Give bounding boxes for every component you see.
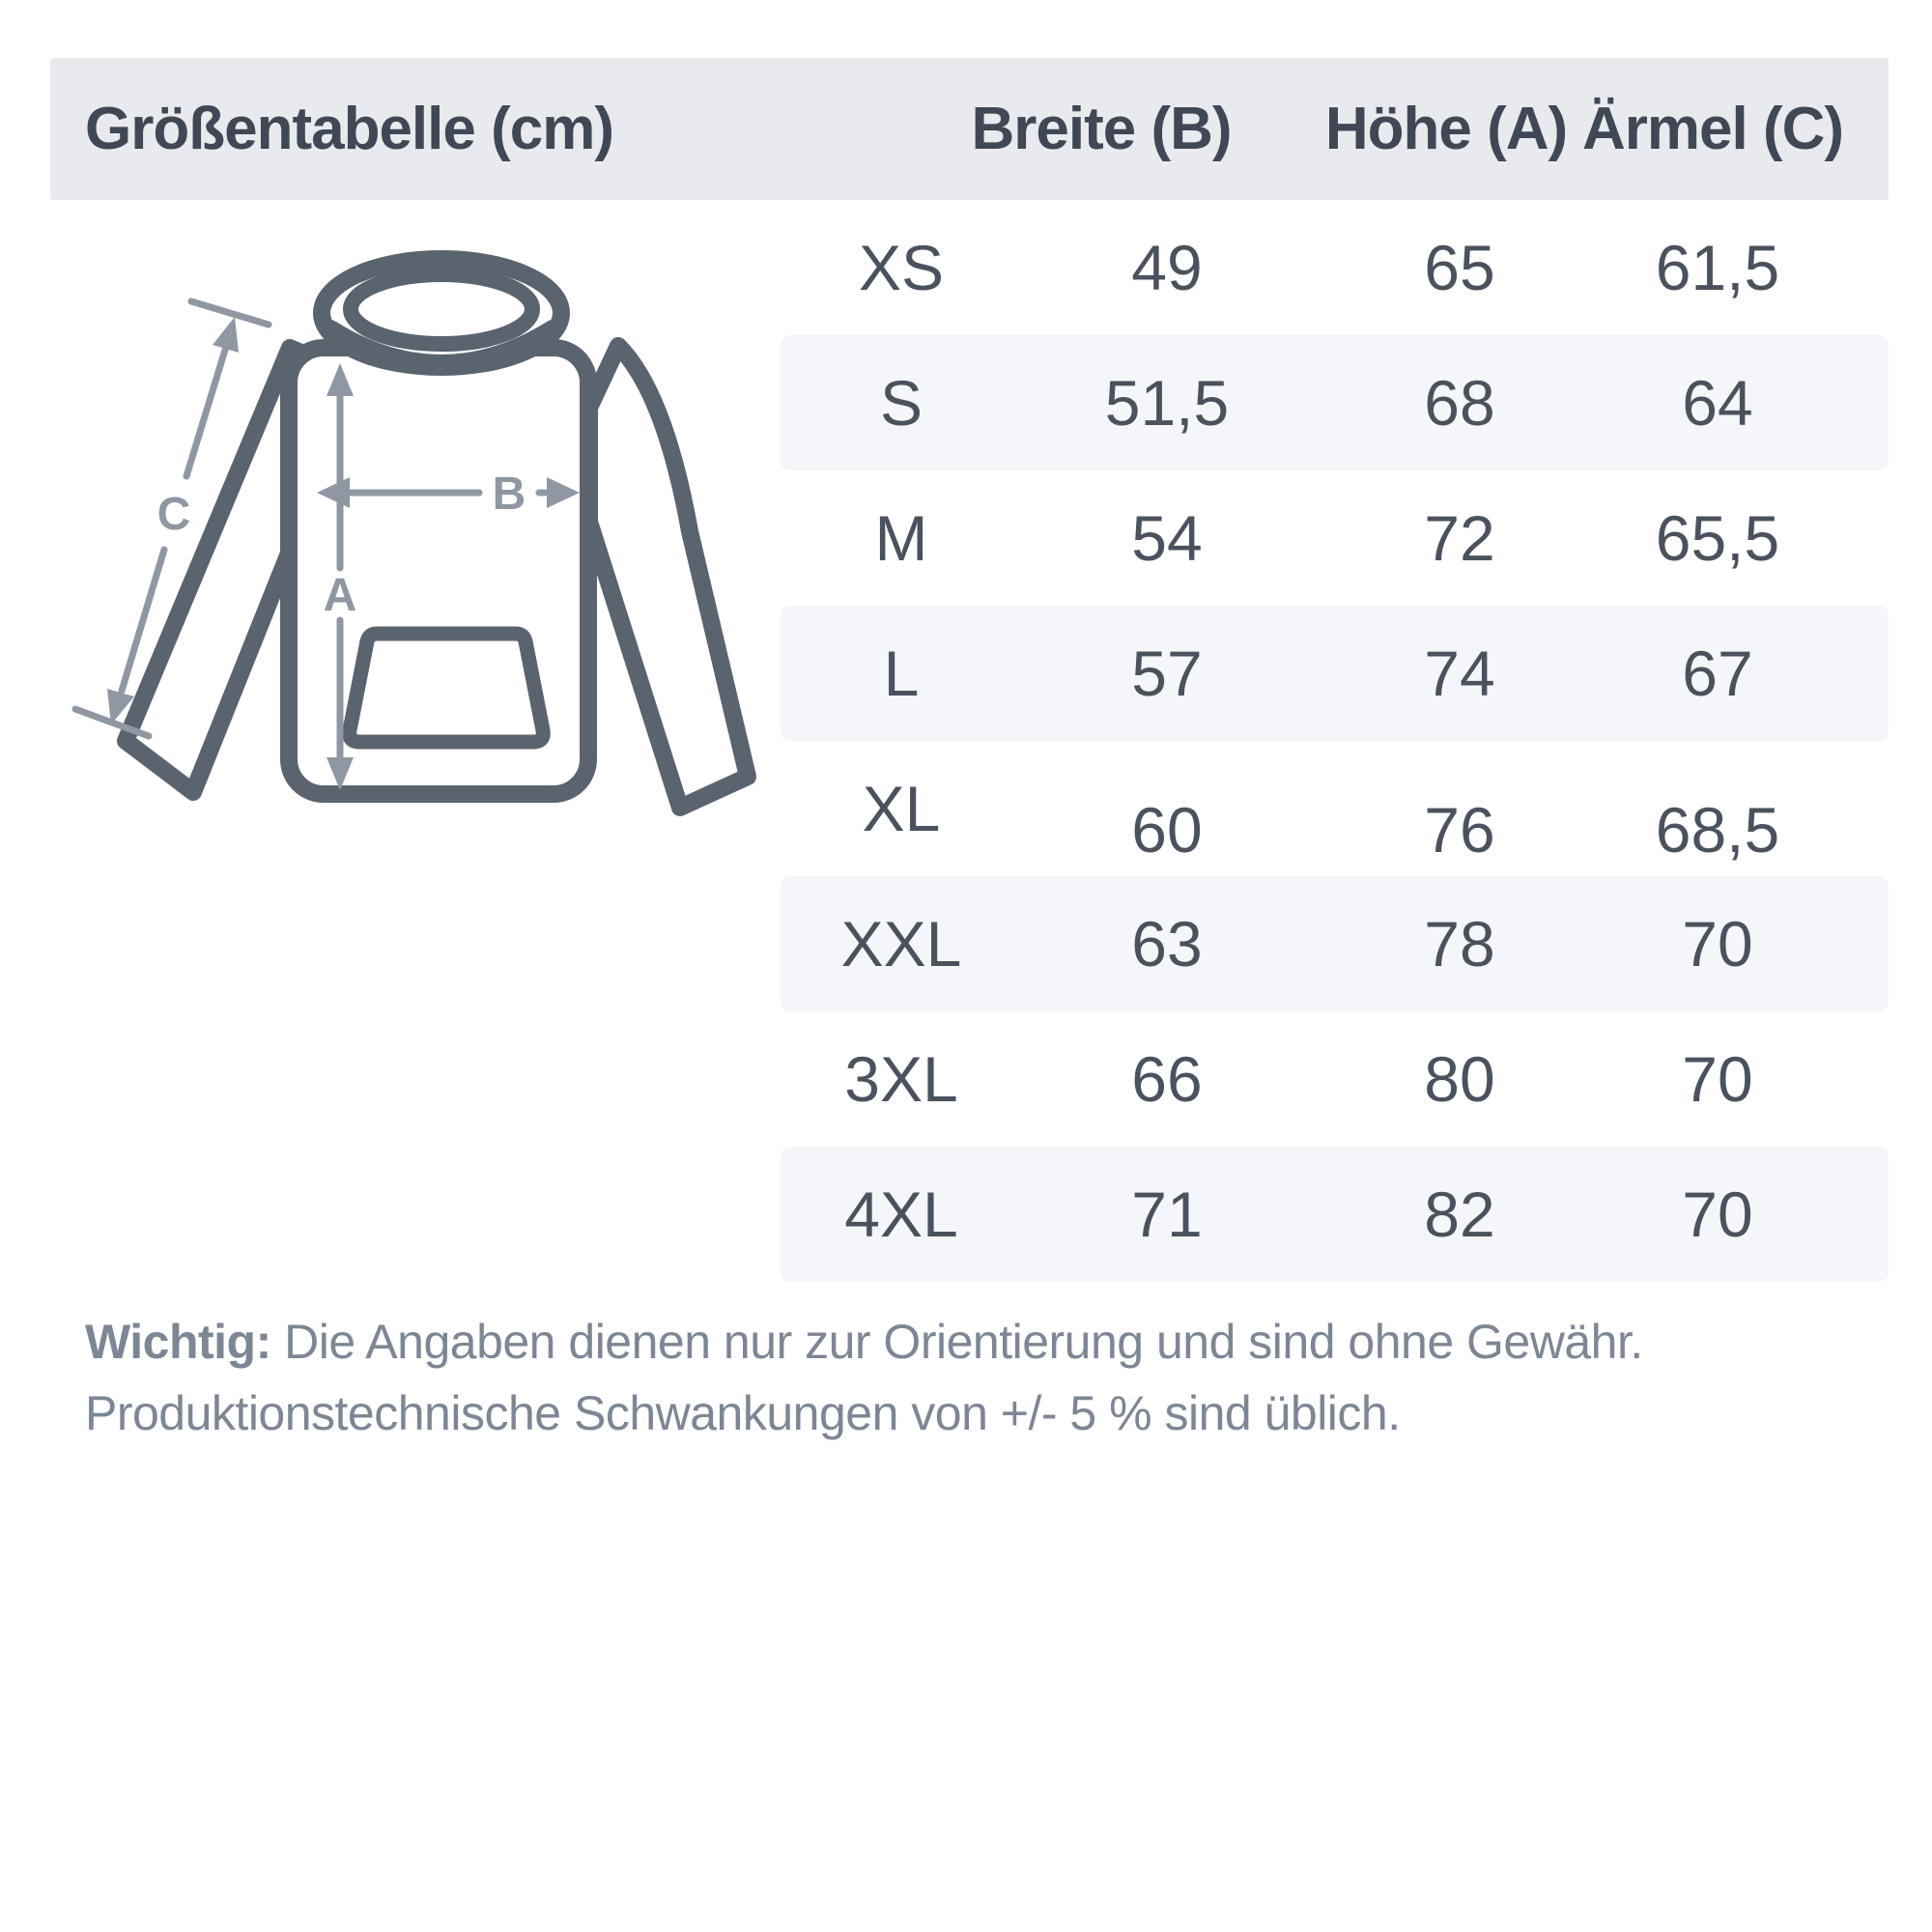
value-cell: 61,5 bbox=[1655, 232, 1780, 303]
value-cell: 60 bbox=[1131, 794, 1203, 866]
note-line-1-text: Die Angaben dienen nur zur Orientierung und sind ohne Gewähr. bbox=[284, 1315, 1643, 1369]
arrowhead-c-up bbox=[213, 317, 239, 353]
value-cell: 72 bbox=[1424, 502, 1495, 574]
size-label: S bbox=[879, 367, 923, 439]
table-row bbox=[781, 741, 1889, 876]
size-table-body bbox=[781, 200, 1889, 1282]
table-row bbox=[781, 335, 1889, 470]
value-cell: 67 bbox=[1682, 638, 1753, 709]
value-cell: 66 bbox=[1131, 1043, 1203, 1115]
value-cell: 65 bbox=[1424, 232, 1495, 303]
right-sleeve bbox=[589, 346, 748, 808]
value-cell: 76 bbox=[1424, 794, 1495, 866]
value-cell: 51,5 bbox=[1104, 367, 1230, 439]
value-cell: 78 bbox=[1424, 908, 1495, 980]
value-cell: 64 bbox=[1682, 367, 1753, 439]
arrow-c-line-top bbox=[186, 347, 226, 476]
note-line-2-text: Produktionstechnische Schwankungen von +/- 5 % sind üblich. bbox=[85, 1386, 1401, 1440]
table-row bbox=[781, 200, 1889, 335]
column-header-breite: Breite (B) bbox=[971, 96, 1232, 162]
table-row bbox=[781, 1147, 1889, 1282]
table-row bbox=[781, 606, 1889, 741]
value-cell: 65,5 bbox=[1655, 502, 1780, 574]
value-cell: 54 bbox=[1131, 502, 1203, 574]
size-label: M bbox=[874, 502, 928, 574]
tick-c-top bbox=[191, 301, 269, 325]
note-line-2 bbox=[85, 1378, 1882, 1449]
value-cell: 71 bbox=[1131, 1179, 1203, 1250]
column-header-hoehe: Höhe (A) bbox=[1324, 96, 1568, 162]
value-cell: 82 bbox=[1424, 1179, 1495, 1250]
size-label: XS bbox=[858, 232, 945, 303]
size-label: XL bbox=[862, 773, 941, 844]
measure-label-c: C bbox=[156, 489, 191, 540]
measure-label-a: A bbox=[323, 570, 357, 621]
note-line-1 bbox=[85, 1306, 1882, 1378]
table-row bbox=[781, 876, 1889, 1011]
table-header-band bbox=[50, 58, 1889, 200]
disclaimer-note bbox=[85, 1306, 1882, 1449]
size-label: 4XL bbox=[844, 1179, 958, 1250]
value-cell: 70 bbox=[1682, 908, 1753, 980]
hoodie-measurement-diagram bbox=[39, 203, 773, 860]
value-cell: 70 bbox=[1682, 1043, 1753, 1115]
value-cell: 49 bbox=[1131, 232, 1203, 303]
value-cell: 80 bbox=[1424, 1043, 1495, 1115]
value-cell: 63 bbox=[1131, 908, 1203, 980]
page-title: Größentabelle (cm) bbox=[85, 96, 613, 162]
value-cell: 70 bbox=[1682, 1179, 1753, 1250]
value-cell: 74 bbox=[1424, 638, 1495, 709]
measure-label-b: B bbox=[492, 469, 526, 520]
table-row bbox=[781, 1011, 1889, 1147]
size-label: XXL bbox=[840, 908, 962, 980]
size-label: L bbox=[883, 638, 920, 709]
value-cell: 57 bbox=[1131, 638, 1203, 709]
note-important-label: Wichtig: bbox=[85, 1315, 271, 1369]
column-header-aermel: Ärmel (C) bbox=[1581, 96, 1844, 162]
value-cell: 68 bbox=[1424, 367, 1495, 439]
kangaroo-pocket bbox=[350, 634, 544, 742]
table-row bbox=[781, 470, 1889, 606]
size-label: 3XL bbox=[844, 1043, 958, 1115]
hood-inner bbox=[351, 274, 532, 344]
value-cell: 68,5 bbox=[1655, 794, 1780, 866]
